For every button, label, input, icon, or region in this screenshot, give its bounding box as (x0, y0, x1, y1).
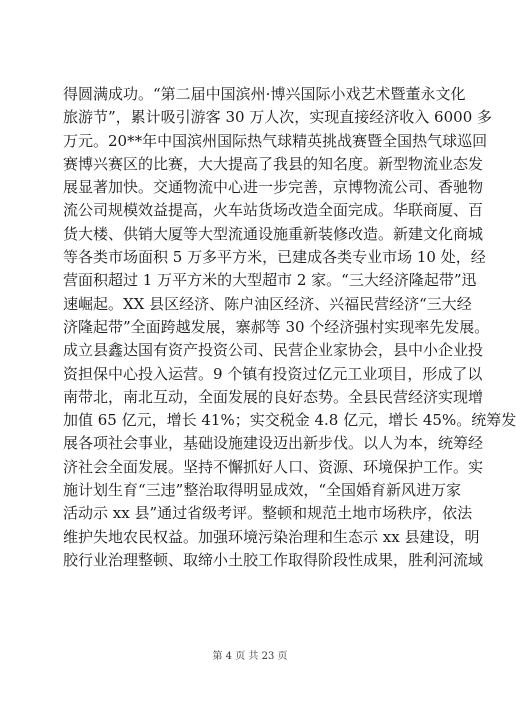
text-line: 加值 65 亿元，增长 41%；实交税金 4.8 亿元，增长 45%。统筹发 (63, 411, 516, 430)
text-line: 济隆起带”全面跨越发展，寨郝等 30 个经济强村实现率先发展。 (63, 317, 490, 336)
text-line: 旅游节”，累计吸引游客 30 万人次，实现直接经济收入 6000 多 (63, 108, 493, 127)
text-line: 南带北，南北互动，全面发展的良好态势。全县民营经济实现增 (63, 387, 484, 406)
text-line: 速崛起。XX 县区经济、陈户油区经济、兴福民营经济“三大经 (63, 294, 472, 313)
text-line: 流公司规模效益提高，火车站货场改造全面完成。华联商厦、百 (63, 201, 484, 220)
text-line: 维护失地农民权益。加强环境污染治理和生态示 xx 县建设，明 (63, 527, 480, 546)
text-line: 活动示 xx 县”通过省级考评。整顿和规范土地市场秩序，依法 (63, 504, 473, 523)
body-text (63, 83, 516, 572)
text-line: 万元。20**年中国滨州国际热气球精英挑战赛暨全国热气球巡回 (63, 131, 488, 150)
text-line: 营面积超过 1 万平方米的大型超市 2 家。“三大经济隆起带”迅 (63, 271, 477, 290)
text-line: 资担保中心投入运营。9 个镇有投资过亿元工业项目，形成了以 (63, 364, 483, 383)
text-line: 胶行业治理整顿、取缔小土胶工作取得阶段性成果，胜利河流域 (63, 550, 484, 569)
text-line: 货大楼、供销大厦等大型流通设施重新装修改造。新建文化商城 (63, 224, 484, 243)
text-line: 施计划生育“三违”整治取得明显成效，“全国婚育新风进万家 (63, 481, 462, 500)
text-line: 等各类市场面积 5 万多平方米，已建成各类专业市场 10 处，经 (63, 248, 486, 267)
text-line: 展各项社会事业，基础设施建设迈出新步伐。以人为本，统筹经 (63, 434, 484, 453)
text-line: 赛博兴赛区的比赛，大大提高了我县的知名度。新型物流业态发 (63, 154, 484, 173)
text-line: 济社会全面发展。坚持不懈抓好人口、资源、环境保护工作。实 (63, 457, 484, 476)
text-line: 得圆满成功。“第二届中国滨州·博兴国际小戏艺术暨董永文化 (63, 85, 466, 103)
text-line: 展显著加快。交通物流中心进一步完善，京博物流公司、香驰物 (63, 178, 484, 197)
text-line: 成立县鑫达国有资产投资公司、民营企业家协会，县中小企业投 (63, 341, 484, 360)
page-number-footer: 第 4 页 共 23 页 (212, 651, 288, 662)
